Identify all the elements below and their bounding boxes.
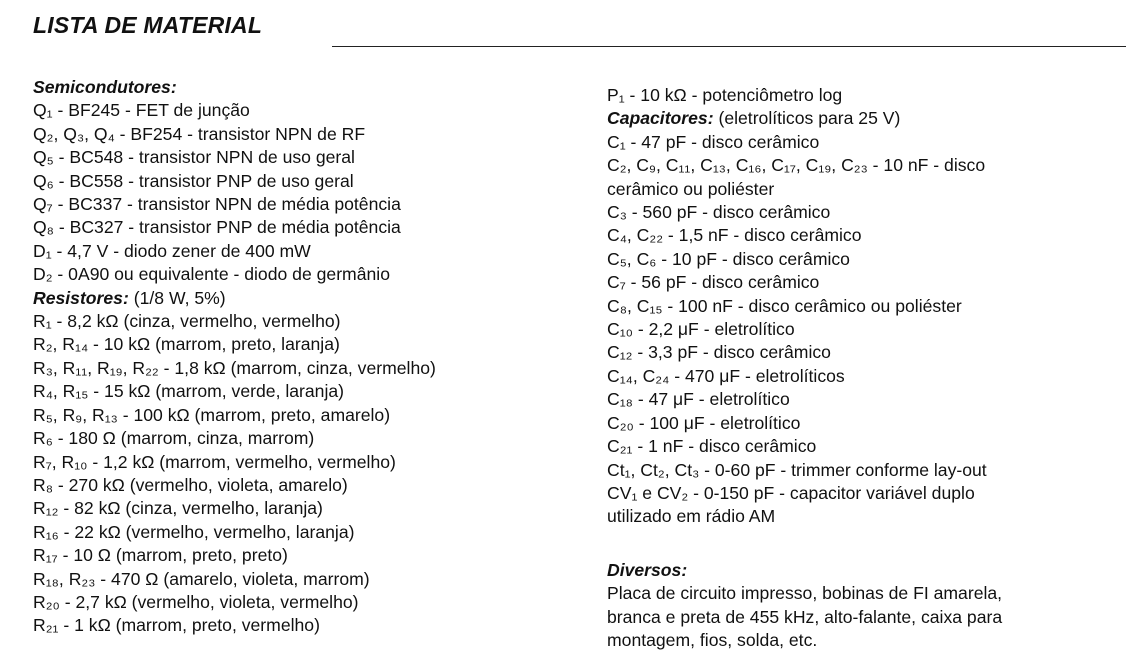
resistor-item: R₂₀ - 2,7 kΩ (vermelho, violeta, vermelho): [33, 591, 359, 612]
diversos-line: montagem, fios, solda, etc.: [607, 629, 818, 650]
diversos-heading: Diversos:: [607, 559, 688, 580]
capacitor-item: C₂₀ - 100 μF - eletrolítico: [607, 412, 801, 433]
resistor-item: R₃, R₁₁, R₁₉, R₂₂ - 1,8 kΩ (marrom, cinza, vermelho): [33, 357, 436, 378]
section-spacer: [607, 529, 1107, 559]
semiconductor-item: Q₈ - BC327 - transistor PNP de média potência: [33, 217, 401, 238]
resistor-item: R₂₁ - 1 kΩ (marrom, preto, vermelho): [33, 615, 320, 636]
capacitor-item-continuation: cerâmico ou poliéster: [607, 178, 775, 199]
resistor-item: R₁₆ - 22 kΩ (vermelho, vermelho, laranja): [33, 521, 355, 542]
resistor-item: R₁₇ - 10 Ω (marrom, preto, preto): [33, 545, 288, 566]
resistor-item: R₇, R₁₀ - 1,2 kΩ (marrom, vermelho, vermelho): [33, 451, 396, 472]
resistor-item: R₈ - 270 kΩ (vermelho, violeta, amarelo): [33, 474, 348, 495]
capacitor-item: C₃ - 560 pF - disco cerâmico: [607, 202, 831, 223]
resistor-item: R₂, R₁₄ - 10 kΩ (marrom, preto, laranja): [33, 334, 340, 355]
resistor-item: R₁₂ - 82 kΩ (cinza, vermelho, laranja): [33, 498, 323, 519]
semicondutores-heading: Semicondutores:: [33, 77, 177, 97]
resistor-item: R₁ - 8,2 kΩ (cinza, vermelho, vermelho): [33, 311, 341, 332]
semiconductor-item: Q₇ - BC337 - transistor NPN de média potência: [33, 194, 401, 215]
resistor-item: R₁₈, R₂₃ - 470 Ω (amarelo, violeta, marrom): [33, 568, 370, 589]
resistores-heading-line: [33, 287, 573, 310]
capacitor-item: Ct₁, Ct₂, Ct₃ - 0-60 pF - trimmer conforme lay-out: [607, 459, 987, 480]
diversos-line: branca e preta de 455 kHz, alto-falante, caixa para: [607, 606, 1003, 627]
capacitor-item: C₁₀ - 2,2 μF - eletrolítico: [607, 319, 795, 340]
capacitores-note: (eletrolíticos para 25 V): [718, 108, 901, 129]
capacitor-item-continuation: utilizado em rádio AM: [607, 506, 776, 527]
capacitor-item: C₁₈ - 47 μF - eletrolítico: [607, 389, 790, 410]
semiconductor-item: Q₅ - BC548 - transistor NPN de uso geral: [33, 147, 355, 168]
right-column: [607, 84, 1107, 652]
capacitor-item: C₅, C₆ - 10 pF - disco cerâmico: [607, 248, 850, 269]
capacitor-item: C₁ - 47 pF - disco cerâmico: [607, 131, 820, 152]
page-title: LISTA DE MATERIAL: [33, 12, 263, 38]
capacitor-item: C₇ - 56 pF - disco cerâmico: [607, 272, 820, 293]
diversos-line: Placa de circuito impresso, bobinas de FI amarela,: [607, 583, 1003, 604]
capacitor-item: C₄, C₂₂ - 1,5 nF - disco cerâmico: [607, 225, 862, 246]
capacitor-item: C₂, C₉, C₁₁, C₁₃, C₁₆, C₁₇, C₁₉, C₂₃ - 10 nF - disco: [607, 155, 986, 176]
semiconductor-item: Q₁ - BF245 - FET de junção: [33, 100, 250, 121]
capacitor-item: C₁₂ - 3,3 pF - disco cerâmico: [607, 342, 831, 363]
capacitores-heading: Capacitores:: [607, 108, 714, 129]
semiconductor-item: D₂ - 0A90 ou equivalente - diodo de germânio: [33, 264, 390, 285]
resistores-heading: Resistores:: [33, 287, 129, 308]
capacitor-item: C₁₄, C₂₄ - 470 μF - eletrolíticos: [607, 365, 845, 386]
capacitores-heading-line: [607, 107, 1107, 130]
semiconductor-item: Q₂, Q₃, Q₄ - BF254 - transistor NPN de RF: [33, 123, 366, 144]
capacitor-item: C₈, C₁₅ - 100 nF - disco cerâmico ou poliéster: [607, 295, 962, 316]
potentiometer-item: P₁ - 10 kΩ - potenciômetro log: [607, 85, 843, 105]
left-column: [33, 76, 573, 638]
resistor-item: R₆ - 180 Ω (marrom, cinza, marrom): [33, 428, 315, 449]
resistor-item: R₅, R₉, R₁₃ - 100 kΩ (marrom, preto, amarelo): [33, 404, 391, 425]
capacitor-item: C₂₁ - 1 nF - disco cerâmico: [607, 436, 817, 457]
resistor-item: R₄, R₁₅ - 15 kΩ (marrom, verde, laranja): [33, 381, 345, 402]
capacitor-item: CV₁ e CV₂ - 0-150 pF - capacitor variável duplo: [607, 482, 975, 503]
semiconductor-item: D₁ - 4,7 V - diodo zener de 400 mW: [33, 240, 311, 261]
resistores-note: (1/8 W, 5%): [133, 287, 226, 308]
title-underline: [332, 46, 1126, 47]
semiconductor-item: Q₆ - BC558 - transistor PNP de uso geral: [33, 170, 354, 191]
